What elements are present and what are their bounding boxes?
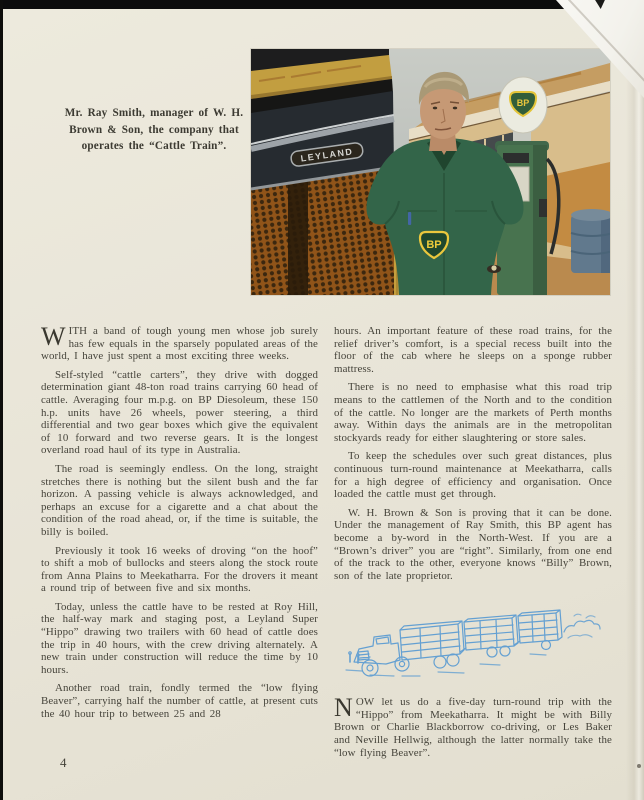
paragraph-left-5: Today, unless the cattle have to be rested at Roy Hill, the half-way mark and staging post, a Leyland Super “Hippo” drawing two trailers with 60 head of cattle does the trip in 40 hours, with the crew driving alternately. A new train under construction will reduce the time by 10 hours. <box>41 600 318 676</box>
paragraph-right-3: To keep the schedules over such great distances, plus continuous turn-round maintenance at Meekatharra, calls for a high degree of efficiency and organisation. Once loaded the cattle must get through. <box>334 450 612 501</box>
photo-ray-smith <box>251 49 610 295</box>
paragraph-left-2: Self-styled “cattle carters”, they drive with dogged determination giant 48-ton road trains carrying 60 head of cattle. Averaging four m.p.g. on BP Diesoleum, these 150 h.p. units have 26 wheels, power steering, a third differential and two gear boxes which give the equivalent of 10 forward and two reverse gears. It is the longest overland road haul of its type in Australia. <box>41 368 318 457</box>
paragraph-right-2: There is no need to emphasise what this road trip means to the cattlemen of the North and to the condition of the cattle. No longer are the markets of Perth months away. Within days the animals are in the metropolitan stockyards ready for either slaughtering or store sales. <box>334 381 612 444</box>
paragraph-right-4: W. H. Brown & Son is proving that it can be done. Under the management of Ray Smith, this BP agent has become a by-word in the North-West. If you are a “Brown’s driver” you are “right”. Similarly, from one end of the track to the other, everyone knows “Billy” Brown, son of the late proprietor. <box>334 506 612 582</box>
column-right <box>334 325 612 765</box>
magazine-page <box>3 9 644 800</box>
scan-background-top <box>0 0 566 9</box>
paragraph-left-3: The road is seemingly endless. On the long, straight stretches there is nothing but the silent bush and the far horizon. A passing vehicle is always acknowledged, and perhaps an excuse for a cigarette and a chat about the condition of the road ahead, or, if the time is suitable, the billy is boiled. <box>41 462 318 538</box>
svg-text:LEYLAND: LEYLAND <box>300 146 354 164</box>
photo-caption: Mr. Ray Smith, manager of W. H. Brown & Son, the company that operates the “Cattle Train”. <box>64 107 244 152</box>
page-number: 4 <box>60 755 67 770</box>
road-train-sketch-illustration <box>340 602 602 684</box>
scan-speck <box>637 764 641 768</box>
lead-text-left: ITH a band of tough young men whose job surely has few equals in the sparsely populated areas of the world, I have just spent a most exciting three weeks. <box>41 325 318 363</box>
paragraph-left-4: Previously it took 16 weeks of droving “on the hoof” to shift a mob of bullocks and steers along the stock route from Anna Plains to Meekatharra. For the drovers it meant a round trip of between five and six months. <box>41 544 318 595</box>
drop-cap-w: W <box>41 322 66 351</box>
page-edge-shading <box>626 9 644 800</box>
scan-background-left <box>0 0 3 800</box>
lead-text-right: OW let us do a five-day turn-round trip with the “Hippo” from Meekatharra. It might be with Billy Brown or Charlie Blackborrow co-driving, or Les Baker and Neville Hellwig, although the latter normally take the “low flying Beaver”. <box>334 696 612 759</box>
road-train-sketch-icon <box>340 602 602 684</box>
svg-text:BP: BP <box>426 239 442 251</box>
lead-paragraph-right <box>334 693 612 759</box>
paragraph-left-6: Another road train, fondly termed the “low flying Beaver”, carrying half the number of cattle, at present cuts the 40 hour trip to between 25 and 28 <box>41 682 318 720</box>
svg-text:BP: BP <box>516 98 530 108</box>
lead-paragraph-left <box>41 322 318 363</box>
drop-cap-n: N <box>334 693 353 723</box>
paragraph-right-1: hours. An important feature of these road trains, for the relief driver’s comfort, is a special recess built into the floor of the cab where he sleeps on a sponge rubber mattress. <box>334 325 612 375</box>
column-left <box>41 322 318 726</box>
photo-illustration <box>251 49 610 295</box>
